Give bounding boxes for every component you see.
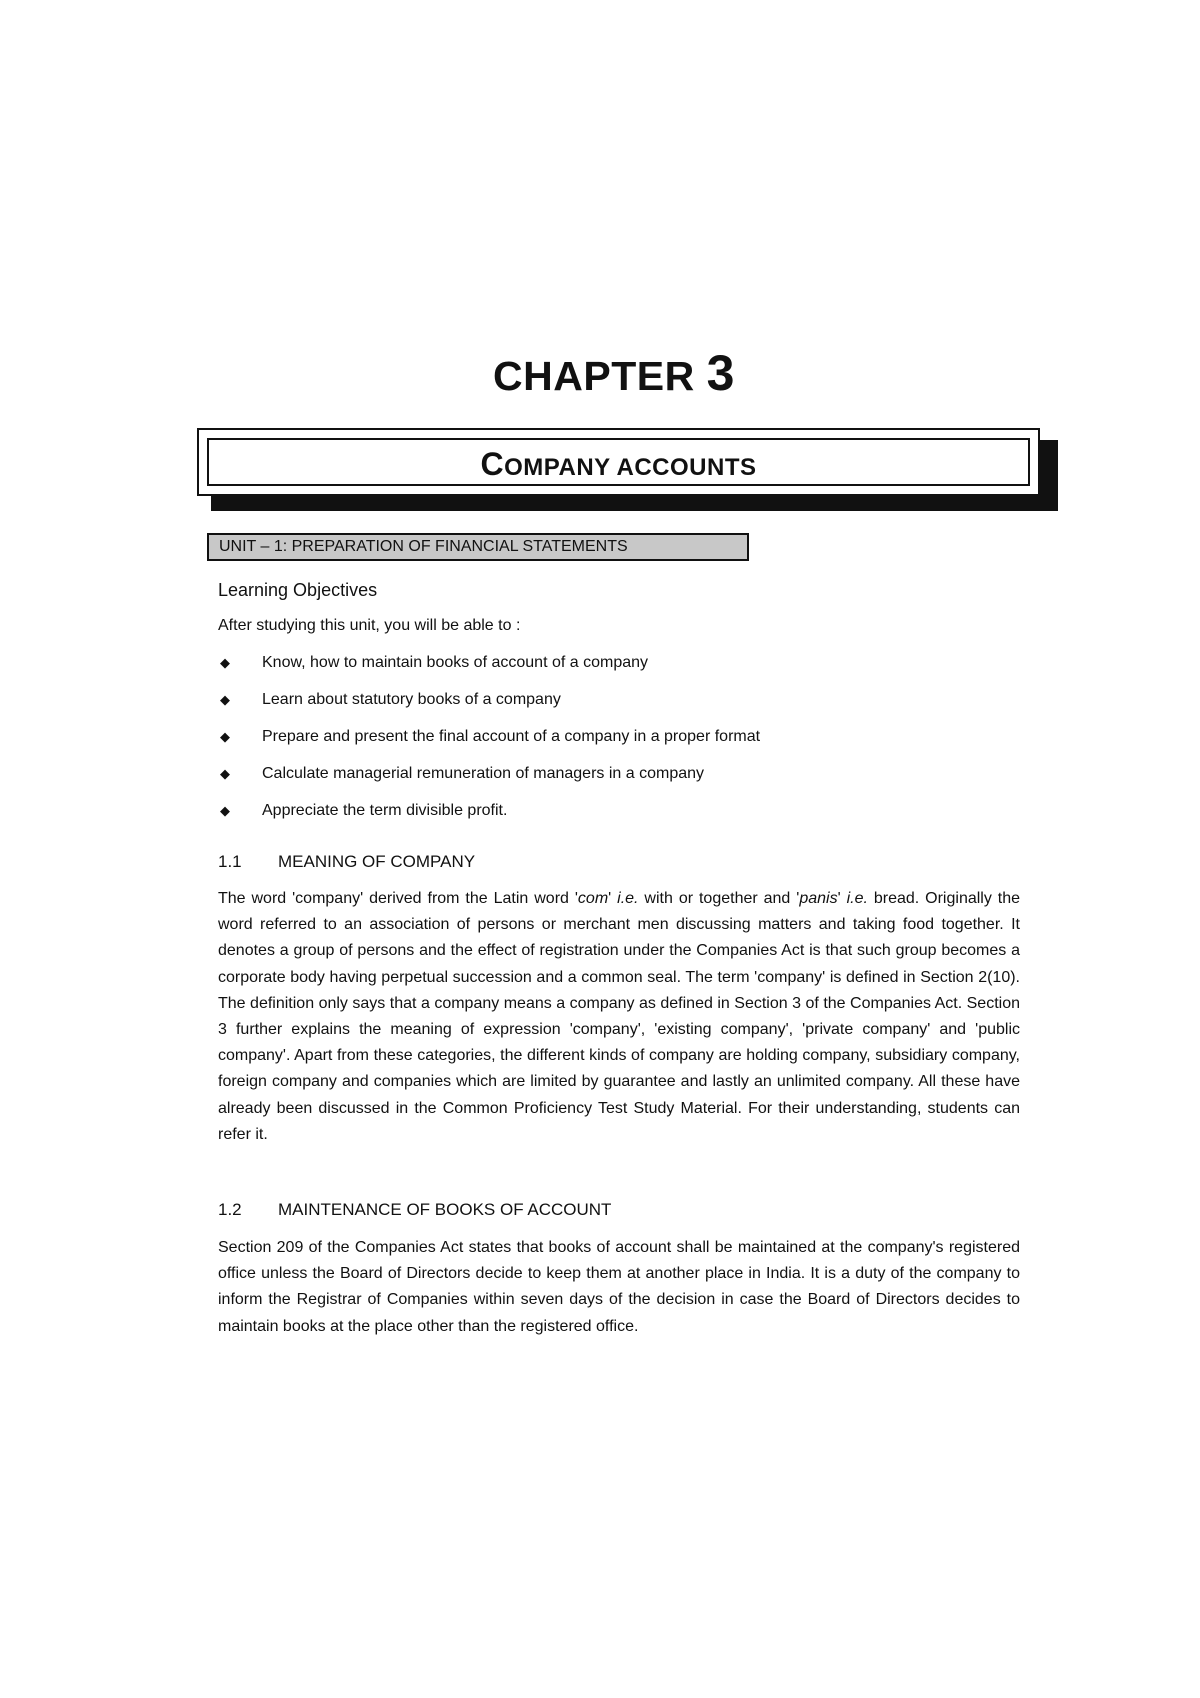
ie-abbreviation: i.e.	[846, 890, 868, 907]
paragraph-text: bread. Originally the word referred to an association of persons or merchant men discussing matters and taking food together. It denotes a group of persons and the effect of registration under the Companies Act is that such group becomes a corporate body having perpetual succession and a common seal. The term 'company' is defined in Section 2(10). The definition only says that a company means a company as defined in Section 3 of the Companies Act. Section 3 further explains the meaning of expression 'company', 'existing company', 'private company' and 'public company'. Apart from these categories, the different kinds of company are holding company, subsidiary company, foreign company and companies which are limited by guarantee and lastly an unlimited company. All these have already been discussed in the Common Proficiency Test Study Material. For their understanding, students can refer it.	[218, 890, 1021, 1143]
section-number: 1.1	[218, 852, 242, 871]
objective-text: Calculate managerial remuneration of managers in a company	[262, 765, 705, 782]
meaning-of-company-paragraph	[218, 886, 1020, 1148]
section-heading-meaning-of-company	[218, 852, 475, 872]
book-title-rest: OMPANY ACCOUNTS	[504, 453, 757, 481]
objective-text: Learn about statutory books of a company	[262, 691, 561, 708]
diamond-bullet-icon: ◆	[220, 729, 230, 744]
objectives-intro: After studying this unit, you will be able to :	[218, 617, 521, 634]
diamond-bullet-icon: ◆	[220, 766, 230, 781]
chapter-number: 3	[706, 345, 735, 401]
section-title: MAINTENANCE OF BOOKS OF ACCOUNT	[278, 1200, 612, 1219]
section-number: 1.2	[218, 1200, 242, 1219]
diamond-bullet-icon: ◆	[220, 803, 230, 818]
paragraph-text: '	[608, 890, 618, 907]
book-title	[480, 442, 756, 483]
chapter-label: CHAPTER	[493, 353, 695, 399]
objective-text: Prepare and present the final account of a company in a proper format	[262, 728, 761, 745]
unit-banner: UNIT – 1: PREPARATION OF FINANCIAL STATEMENTS	[207, 533, 749, 561]
ie-abbreviation: i.e.	[617, 890, 639, 907]
title-box	[197, 428, 1040, 496]
diamond-bullet-icon: ◆	[220, 692, 230, 707]
maintenance-of-books-paragraph: Section 209 of the Companies Act states that books of account shall be maintained at the company's registered office unless the Board of Directors decide to keep them at another place in India. It is a duty of the company to inform the Registrar of Companies within seven days of the decision in case the Board of Directors decides to maintain books at the place other than the registered office.	[218, 1239, 1020, 1335]
objective-text: Know, how to maintain books of account of a company	[262, 654, 649, 671]
latin-word-panis: panis	[799, 890, 838, 907]
paragraph-text: The word 'company' derived from the Latin word '	[218, 890, 578, 907]
objective-text: Appreciate the term divisible profit.	[262, 802, 508, 819]
paragraph-text: with or together and '	[638, 890, 800, 907]
paragraph-text: '	[837, 890, 847, 907]
chapter-title	[0, 344, 1200, 402]
book-title-initial: C	[480, 445, 505, 482]
latin-word-com: com	[577, 890, 609, 907]
diamond-bullet-icon: ◆	[220, 655, 230, 670]
section-heading-maintenance-of-books	[218, 1200, 611, 1220]
section-title: MEANING OF COMPANY	[278, 852, 476, 871]
title-box-inner	[207, 438, 1030, 486]
learning-objectives-heading: Learning Objectives	[218, 580, 378, 600]
